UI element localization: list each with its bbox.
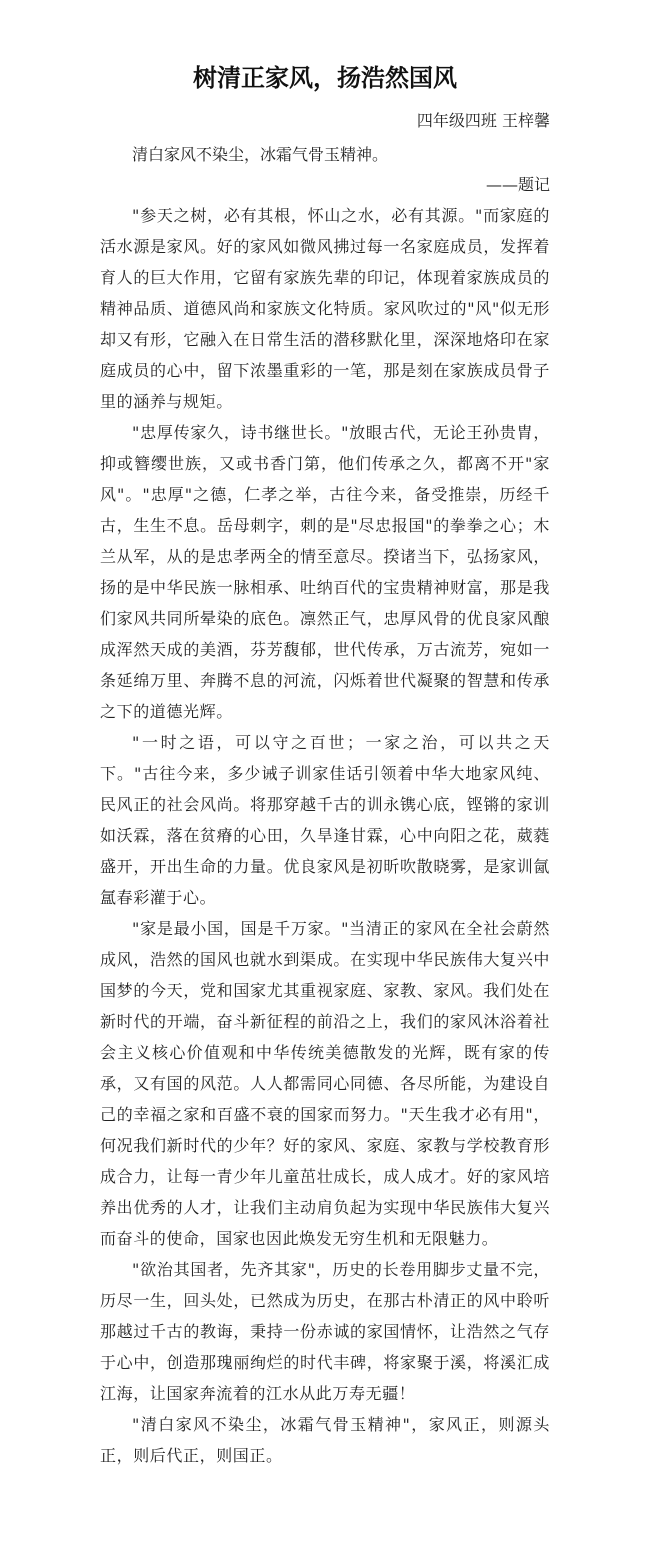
paragraph-3: "一时之语，可以守之百世；一家之治，可以共之天下。"古往今来，多少诫子训家佳话引领着中华大地家风纯、民风正的社会风尚。将那穿越千古的训永镌心底，铿锵的家训如沃霖，落在贫瘠的心田，久旱逢甘霖，心中向阳之花，葳蕤盛开，开出生命的力量。优良家风是初昕吹散晓雾，是家训氤氲春彩灌于心。 bbox=[100, 733, 550, 907]
paragraph-4: "家是最小国，国是千万家。"当清正的家风在全社会蔚然成风，浩然的国风也就水到渠成。在实现中华民族伟大复兴中国梦的今天，党和国家尤其重视家庭、家教、家风。我们处在新时代的开端，奋斗新征程的前沿之上，我们的家风沐浴着社会主义核心价值观和中华传统美德散发的光辉，既有家的传承，又有国的风范。人人都需同心同德、各尽所能，为建设自己的幸福之家和百盛不衰的国家而努力。"天生我才必有用"，何况我们新时代的少年？好的家风、家庭、家教与学校教育形成合力，让每一青少年儿童茁壮成长，成人成才。好的家风培养出优秀的人才，让我们主动肩负起为实现中华民族伟大复兴而奋斗的使命，国家也因此焕发无穷生机和无限魅力。 bbox=[100, 919, 550, 1248]
epigraph-source: ——题记 bbox=[485, 175, 550, 194]
essay-title: 树清正家风，扬浩然国风 bbox=[193, 63, 457, 92]
paragraph-1: "参天之树，必有其根，怀山之水，必有其源。"而家庭的活水源是家风。好的家风如微风拂过每一名家庭成员，发挥着育人的巨大作用，它留有家族先辈的印记，体现着家族成员的精神品质、道德风尚和家族文化特质。家风吹过的"风"似无形却又有形，它融入在日常生活的潜移默化里，深深地烙印在家庭成员的心中，留下浓墨重彩的一笔，那是刻在家族成员骨子里的涵养与规矩。 bbox=[100, 206, 550, 411]
epigraph: 清白家风不染尘，冰霜气骨玉精神。 bbox=[132, 145, 389, 164]
paragraph-2: "忠厚传家久，诗书继世长。"放眼古代，无论王孙贵胄，抑或簪缨世族，又或书香门第，他们传承之久，都离不开"家风"。"忠厚"之德，仁孝之举，古往今来，备受推崇，历经千古，生生不息。岳母刺字，刺的是"尽忠报国"的拳拳之心；木兰从军，从的是忠孝两全的情至意尽。揆诸当下，弘扬家风，扬的是中华民族一脉相承、吐纳百代的宝贵精神财富，那是我们家风共同所晕染的底色。凛然正气，忠厚风骨的优良家风酿成浑然天成的美酒，芬芳馥郁，世代传承，万古流芳，宛如一条延绵万里、奔腾不息的河流，闪烁着世代凝聚的智慧和传承之下的道德光辉。 bbox=[100, 423, 550, 721]
author-line: 四年级四班 王梓馨 bbox=[416, 111, 550, 130]
essay bbox=[100, 58, 550, 1471]
paragraph-6: "清白家风不染尘，冰霜气骨玉精神"，家风正，则源头正，则后代正，则国正。 bbox=[100, 1415, 550, 1465]
paragraph-5: "欲治其国者，先齐其家"，历史的长卷用脚步丈量不完，历尽一生，回头处，已然成为历史，在那古朴清正的风中聆听那越过千古的教诲，秉持一份赤诚的家国情怀，让浩然之气存于心中，创造那瑰丽绚烂的时代丰碑，将家聚于溪，将溪汇成江海，让国家奔流着的江水从此万寿无疆！ bbox=[100, 1260, 550, 1403]
